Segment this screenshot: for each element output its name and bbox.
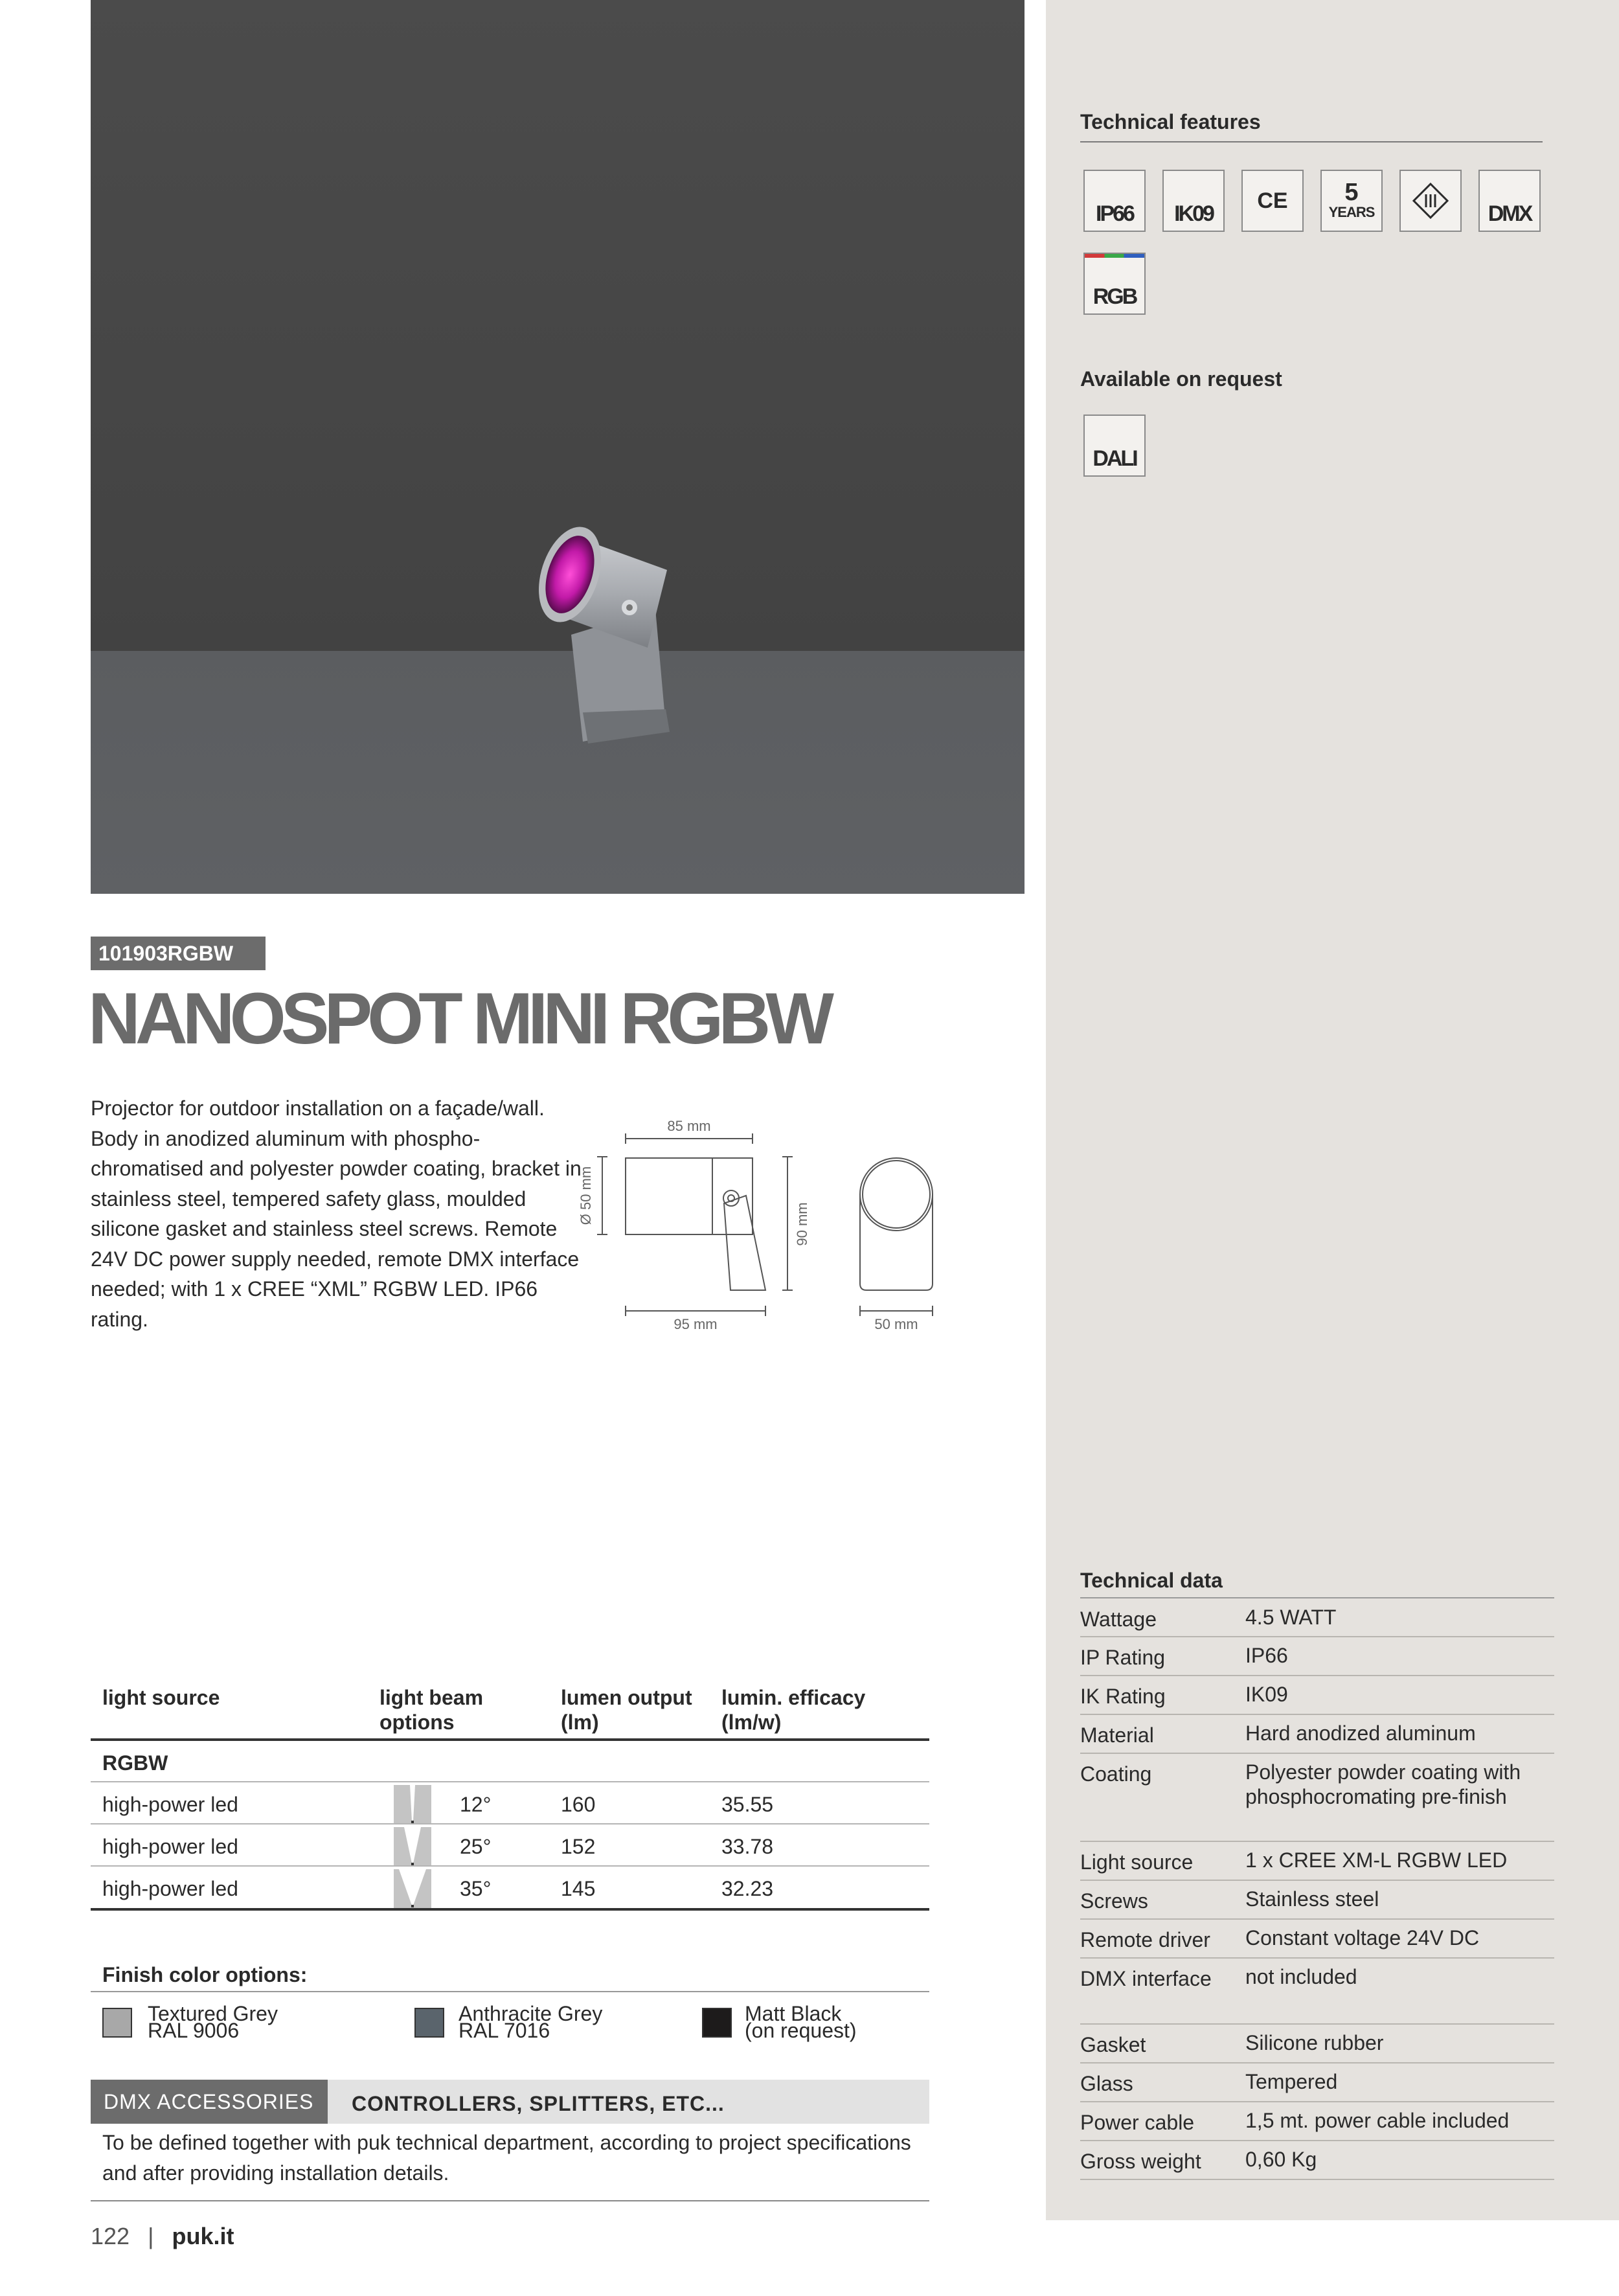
finish-textured-grey-name: Textured Grey (148, 2002, 278, 2025)
table-bottom-rule (91, 1908, 929, 1911)
col-light-source: light source (102, 1686, 220, 1709)
product-code: 101903RGBW (91, 937, 266, 970)
finish-anthracite-grey-name: Anthracite Grey (459, 2002, 603, 2025)
tech-value: 1,5 mt. power cable included (1245, 2109, 1510, 2132)
product-description: Projector for outdoor installation on a façade/wall. Body in anodized aluminum with phospho-chromatised and polyester powder coating, bracket in stainless steel, tempered safety glass, moulded silicone gasket and stainless steel screws. Remote 24V DC power supply needed, remote DMX interface needed; with 1 x CREE “XML” RGBW LED. IP66 rating. (91, 1097, 582, 1331)
dim-length-top: 85 mm (667, 1118, 711, 1134)
tech-row-remote-driver (1080, 1920, 1554, 1959)
tech-row-ip-rating (1080, 1638, 1554, 1676)
tech-value: Constant voltage 24V DC (1245, 1926, 1480, 1949)
beam-12-icon (394, 1785, 431, 1824)
technical-features-title: Technical features (1080, 110, 1261, 133)
available-on-request-title: Available on request (1080, 367, 1282, 391)
row1-lumen: 160 (561, 1793, 596, 1816)
tech-value: Tempered (1245, 2070, 1338, 2093)
tech-value: not included (1245, 1965, 1357, 1988)
rgb-badge-label: RGB (1093, 284, 1137, 309)
row2-source: high-power led (102, 1835, 238, 1858)
tech-value: Stainless steel (1245, 1887, 1379, 1911)
swatch-textured-grey (102, 2008, 132, 2038)
technical-data-title: Technical data (1080, 1569, 1223, 1592)
col-lumin-efficacy: lumin. efficacy (lm/w) (721, 1686, 866, 1734)
tech-key: Gasket (1080, 2033, 1146, 2056)
finish-divider (91, 1991, 929, 1992)
rgb-color-bar (1085, 254, 1144, 258)
class-iii-icon (1399, 170, 1462, 232)
tech-row-light-source (1080, 1843, 1554, 1881)
divider (1080, 141, 1543, 142)
tech-key: Screws (1080, 1889, 1148, 1913)
dim-height: 90 mm (794, 1202, 810, 1246)
tech-row-coating (1080, 1755, 1554, 1842)
tech-row-ik-rating (1080, 1677, 1554, 1715)
tech-value: Silicone rubber (1245, 2031, 1384, 2054)
tech-row-wattage (1080, 1600, 1554, 1637)
warranty-years-label: YEARS (1328, 204, 1375, 220)
finish-textured-grey-code: RAL 9006 (148, 2019, 240, 2042)
finish-matt-black-code: (on request) (745, 2019, 857, 2042)
row1-source: high-power led (102, 1793, 238, 1816)
tech-key: Light source (1080, 1850, 1194, 1874)
tech-key: Gross weight (1080, 2150, 1201, 2173)
page-number: 122 (91, 2223, 130, 2249)
row2-efficacy: 33.78 (721, 1835, 774, 1858)
dmx-badge: DMX (1478, 170, 1541, 232)
col-light-beam-options: light beam options (379, 1686, 484, 1734)
tech-key: Remote driver (1080, 1928, 1210, 1951)
dim-diameter: Ø 50 mm (578, 1166, 594, 1225)
row2-beam: 25° (460, 1835, 492, 1858)
divider (1080, 1597, 1554, 1598)
swatch-matt-black (702, 2008, 732, 2038)
footer-separator: | (148, 2223, 154, 2249)
tech-key: Power cable (1080, 2111, 1195, 2134)
tech-key: Wattage (1080, 1608, 1157, 1631)
warranty-years-number: 5 (1344, 179, 1359, 206)
row3-source: high-power led (102, 1877, 238, 1900)
tech-row-material (1080, 1716, 1554, 1754)
dmx-accessories-text: To be defined together with puk technical department, according to project specifications and after providing installation details. (102, 2131, 911, 2185)
table-divider (91, 1781, 929, 1782)
swatch-anthracite-grey (414, 2008, 444, 2038)
ce-mark-icon: CE (1241, 170, 1304, 232)
table-header-rule (91, 1738, 929, 1741)
table-group-rgbw: RGBW (102, 1751, 168, 1775)
row1-efficacy: 35.55 (721, 1793, 774, 1816)
row3-beam: 35° (460, 1877, 492, 1900)
finish-options-title: Finish color options: (102, 1963, 308, 1986)
dimension-drawing (570, 1108, 945, 1341)
tech-row-power-cable (1080, 2103, 1554, 2141)
beam-35-icon (394, 1869, 431, 1908)
tech-key: DMX interface (1080, 1967, 1212, 1990)
tech-value: Hard anodized aluminum (1245, 1722, 1476, 1745)
spotlight-illustration (91, 0, 1025, 894)
dali-badge: DALI (1083, 415, 1146, 477)
product-photo (91, 0, 1025, 894)
dim-width: 50 mm (874, 1316, 918, 1332)
finish-anthracite-grey-code: RAL 7016 (459, 2019, 550, 2042)
row2-lumen: 152 (561, 1835, 596, 1858)
table-divider (91, 1823, 929, 1824)
dmx-bottom-rule (91, 2200, 929, 2201)
row3-lumen: 145 (561, 1877, 596, 1900)
beam-25-icon (394, 1827, 431, 1866)
dmx-accessories-title: CONTROLLERS, SPLITTERS, ETC... (352, 2092, 725, 2115)
tech-key: Material (1080, 1723, 1154, 1747)
tech-value: Polyester powder coating with phosphocromating pre-finish (1245, 1760, 1521, 1808)
product-title: NANOSPOT MINI RGBW (88, 978, 829, 1059)
tech-value: IK09 (1245, 1683, 1288, 1706)
tech-value: 4.5 WATT (1245, 1606, 1337, 1629)
warranty-5-years-badge (1320, 170, 1383, 232)
table-divider (91, 1865, 929, 1867)
row1-beam: 12° (460, 1793, 492, 1816)
ik09-badge: IK09 (1162, 170, 1225, 232)
tech-value: 1 x CREE XM-L RGBW LED (1245, 1848, 1508, 1872)
tech-row-glass (1080, 2064, 1554, 2102)
tech-row-gasket (1080, 2025, 1554, 2063)
site-link[interactable]: puk.it (172, 2223, 234, 2249)
rgb-badge (1083, 253, 1146, 315)
ip66-badge: IP66 (1083, 170, 1146, 232)
tech-key: Glass (1080, 2072, 1133, 2095)
tech-value: IP66 (1245, 1644, 1288, 1667)
tech-row-gross-weight (1080, 2142, 1554, 2180)
tech-row-screws (1080, 1881, 1554, 1920)
tech-key: IK Rating (1080, 1685, 1166, 1708)
dim-length-bottom: 95 mm (674, 1316, 718, 1332)
row3-efficacy: 32.23 (721, 1877, 774, 1900)
tech-value: 0,60 Kg (1245, 2148, 1317, 2171)
tech-key: IP Rating (1080, 1646, 1166, 1669)
page-footer (91, 2223, 234, 2250)
finish-matt-black-name: Matt Black (745, 2002, 842, 2025)
col-lumen-output: lumen output (lm) (561, 1686, 692, 1734)
tech-key: Coating (1080, 1762, 1152, 1786)
tech-row-dmx-interface (1080, 1959, 1554, 2025)
dmx-accessories-tab: DMX ACCESSORIES (91, 2080, 328, 2124)
